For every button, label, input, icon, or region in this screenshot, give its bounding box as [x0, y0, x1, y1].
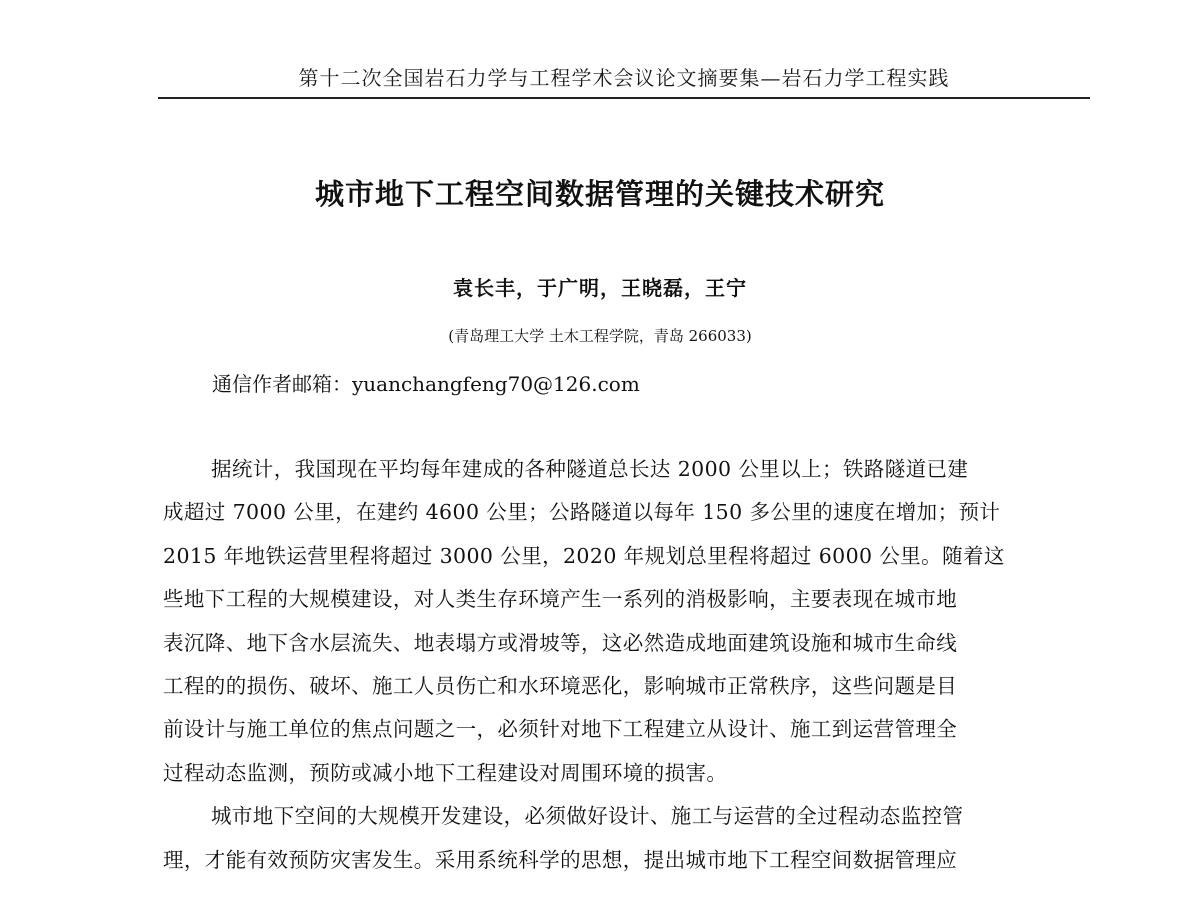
paragraph-1-line: 些地下工程的大规模建设，对人类生存环境产生一系列的消极影响，主要表现在城市地	[163, 587, 958, 612]
paragraph-1-line: 2015 年地铁运营里程将超过 3000 公里，2020 年规划总里程将超过 6000 公里。随着这	[163, 543, 1005, 568]
body-text	[163, 448, 1088, 882]
paragraph-1-line: 工程的的损伤、破坏、施工人员伤亡和水环境恶化，影响城市正常秩序，这些问题是目	[163, 673, 958, 698]
affiliation: (青岛理工大学 土木工程学院，青岛 266033)	[448, 327, 752, 345]
paragraph-2-line: 城市地下空间的大规模开发建设，必须做好设计、施工与运营的全过程动态监控管	[211, 804, 964, 829]
corresponding-email: 通信作者邮箱：yuanchangfeng70@126.com	[212, 372, 640, 396]
paragraph-1-line: 前设计与施工单位的焦点问题之一，必须针对地下工程建立从设计、施工到运营管理全	[163, 717, 958, 742]
paragraph-1-line: 表沉降、地下含水层流失、地表塌方或滑坡等，这必然造成地面建筑设施和城市生命线	[163, 630, 958, 655]
paragraph-2-line: 理，才能有效预防灾害发生。采用系统科学的思想，提出城市地下工程空间数据管理应	[163, 847, 958, 872]
paragraph-1-line: 过程动态监测，预防或减小地下工程建设对周围环境的损害。	[163, 760, 728, 785]
paper-title: 城市地下工程空间数据管理的关键技术研究	[314, 177, 885, 211]
author-list: 袁长丰，于广明，王晓磊，王宁	[453, 276, 747, 300]
header-rule	[158, 97, 1090, 99]
running-header: 第十二次全国岩石力学与工程学术会议论文摘要集—岩石力学工程实践	[298, 66, 950, 90]
paragraph-1-line: 成超过 7000 公里，在建约 4600 公里；公路隧道以每年 150 多公里的速度在增加；预计	[163, 500, 1001, 525]
paragraph-1-line: 据统计，我国现在平均每年建成的各种隧道总长达 2000 公里以上；铁路隧道已建	[211, 457, 969, 481]
